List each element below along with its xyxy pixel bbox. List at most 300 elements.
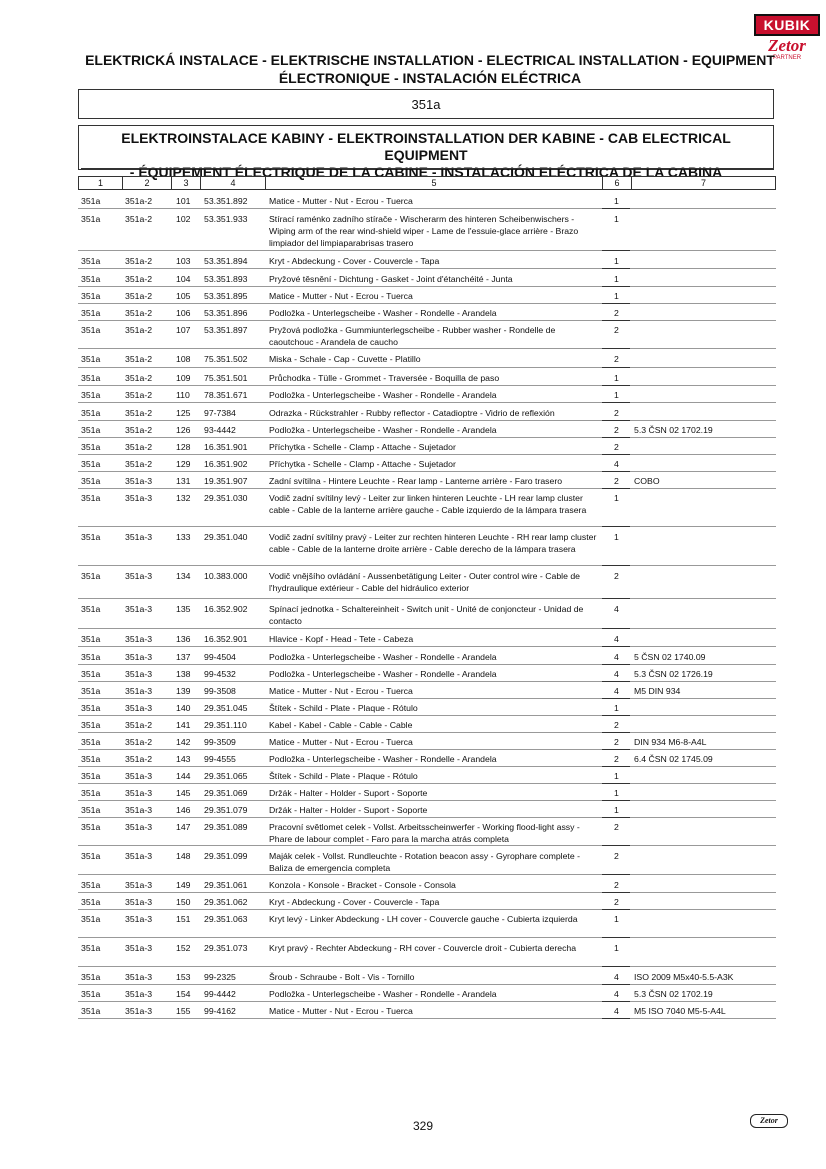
cell-c1: 351a <box>81 880 101 890</box>
cell-c5: Pryžová podložka - Gummiunterlegscheibe - Rubber washer - Rondelle de caoutchouc - Arandela de caucho <box>269 325 556 347</box>
cell-c4: 29.351.040 <box>204 532 248 542</box>
cell-c1: 351a <box>81 634 101 644</box>
cell-c3: 150 <box>176 897 191 907</box>
cell-c7: ISO 2009 M5x40-5.5-A3K <box>634 972 734 982</box>
table-row <box>78 600 776 629</box>
cell-c5: Konzola - Konsole - Bracket - Console - Consola <box>269 880 456 890</box>
cell-c2: 351a-3 <box>125 686 153 696</box>
cell-c5: Štítek - Schild - Plate - Plaque - Rótulo <box>269 771 418 781</box>
cell-c6: 1 <box>614 373 619 383</box>
cell-c2: 351a-2 <box>125 256 153 266</box>
cell-c5: Podložka - Unterlegscheibe - Washer - Rondelle - Arandela <box>269 425 497 435</box>
table-row <box>78 985 776 1002</box>
cell-c3: 129 <box>176 459 191 469</box>
cell-c2: 351a-3 <box>125 476 153 486</box>
cell-c4: 19.351.907 <box>204 476 248 486</box>
group-code: 351a <box>411 97 441 112</box>
cell-c2: 351a-3 <box>125 771 153 781</box>
cell-c1: 351a <box>81 652 101 662</box>
cell-c6: 1 <box>614 390 619 400</box>
cell-c3: 128 <box>176 442 191 452</box>
cell-c6: 1 <box>614 214 619 224</box>
cell-c5: Podložka - Unterlegscheibe - Washer - Rondelle - Arandela <box>269 308 497 318</box>
cell-c4: 53.351.892 <box>204 196 248 206</box>
table-row <box>78 910 776 938</box>
cell-c5: Matice - Mutter - Nut - Ecrou - Tuerca <box>269 291 413 301</box>
cell-c4: 53.351.897 <box>204 325 248 335</box>
qty-underline <box>602 565 630 566</box>
cell-c6: 2 <box>614 737 619 747</box>
table-row <box>78 733 776 750</box>
page-number: 329 <box>412 1119 434 1133</box>
cell-c1: 351a <box>81 256 101 266</box>
table-row <box>78 665 776 682</box>
cell-c3: 152 <box>176 943 191 953</box>
cell-c4: 97-7384 <box>204 408 236 418</box>
cell-c2: 351a-3 <box>125 652 153 662</box>
cell-c1: 351a <box>81 989 101 999</box>
cell-c7: M5 DIN 934 <box>634 686 681 696</box>
cell-c6: 4 <box>614 989 619 999</box>
cell-c6: 1 <box>614 914 619 924</box>
cell-c3: 125 <box>176 408 191 418</box>
cell-c2: 351a-3 <box>125 822 153 832</box>
cell-c4: 93-4442 <box>204 425 236 435</box>
qty-underline <box>602 348 630 349</box>
table-row <box>78 350 776 368</box>
cell-c4: 29.351.079 <box>204 805 248 815</box>
table-row <box>78 818 776 846</box>
cell-c3: 146 <box>176 805 191 815</box>
column-header-row <box>78 176 776 190</box>
table-row <box>78 876 776 893</box>
cell-c2: 351a-3 <box>125 989 153 999</box>
cell-c2: 351a-3 <box>125 851 153 861</box>
cell-c1: 351a <box>81 571 101 581</box>
cell-c6: 1 <box>614 493 619 503</box>
cell-c3: 151 <box>176 914 191 924</box>
cell-c4: 78.351.671 <box>204 390 248 400</box>
table-row <box>78 699 776 716</box>
cell-c6: 4 <box>614 459 619 469</box>
table-row <box>78 630 776 647</box>
cell-c2: 351a-3 <box>125 1006 153 1016</box>
cell-c4: 29.351.065 <box>204 771 248 781</box>
cell-c6: 4 <box>614 604 619 614</box>
table-row <box>78 287 776 304</box>
cell-c4: 53.351.895 <box>204 291 248 301</box>
table-row <box>78 455 776 472</box>
cell-c5: Příchytka - Schelle - Clamp - Attache - Sujetador <box>269 459 456 469</box>
table-row <box>78 210 776 251</box>
cell-c1: 351a <box>81 308 101 318</box>
cell-c6: 4 <box>614 669 619 679</box>
cell-c6: 4 <box>614 1006 619 1016</box>
table-row <box>78 438 776 455</box>
cell-c2: 351a-2 <box>125 274 153 284</box>
cell-c2: 351a-2 <box>125 425 153 435</box>
cell-c2: 351a-2 <box>125 308 153 318</box>
cell-c3: 141 <box>176 720 191 730</box>
qty-underline <box>602 598 630 599</box>
table-row <box>78 567 776 599</box>
cell-c4: 53.351.933 <box>204 214 248 224</box>
cell-c1: 351a <box>81 196 101 206</box>
cell-c2: 351a-3 <box>125 669 153 679</box>
table-row <box>78 682 776 699</box>
cell-c4: 29.351.063 <box>204 914 248 924</box>
cell-c1: 351a <box>81 737 101 747</box>
cell-c4: 16.351.902 <box>204 459 248 469</box>
table-row <box>78 847 776 875</box>
cell-c3: 138 <box>176 669 191 679</box>
table-row <box>78 968 776 985</box>
cell-c2: 351a-2 <box>125 390 153 400</box>
cell-c2: 351a-2 <box>125 196 153 206</box>
cell-c5: Kryt levý - Linker Abdeckung - LH cover - Couvercle gauche - Cubierta izquierda <box>269 914 578 924</box>
footer-zetor-logo: Zetor <box>750 1114 788 1128</box>
cell-c3: 149 <box>176 880 191 890</box>
cell-c4: 99-4442 <box>204 989 236 999</box>
cell-c3: 135 <box>176 604 191 614</box>
section-title-box <box>78 125 774 180</box>
cell-c7: DIN 934 M6-8-A4L <box>634 737 707 747</box>
cell-c3: 155 <box>176 1006 191 1016</box>
column-header-3: 3 <box>172 177 201 189</box>
cell-c5: Podložka - Unterlegscheibe - Washer - Rondelle - Arandela <box>269 754 497 764</box>
cell-c1: 351a <box>81 442 101 452</box>
cell-c6: 2 <box>614 354 619 364</box>
cell-c2: 351a-3 <box>125 493 153 503</box>
cell-c4: 75.351.502 <box>204 354 248 364</box>
cell-c5: Pryžové těsnění - Dichtung - Gasket - Joint d'étanchéité - Junta <box>269 274 513 284</box>
cell-c6: 1 <box>614 805 619 815</box>
table-row <box>78 321 776 349</box>
qty-underline <box>602 874 630 875</box>
qty-underline <box>602 966 630 967</box>
cell-c3: 106 <box>176 308 191 318</box>
kubik-logo-text: KUBIK <box>754 14 820 36</box>
cell-c1: 351a <box>81 354 101 364</box>
cell-c6: 2 <box>614 325 619 335</box>
cell-c1: 351a <box>81 754 101 764</box>
cell-c2: 351a-2 <box>125 754 153 764</box>
cell-c1: 351a <box>81 532 101 542</box>
cell-c5: Kabel - Kabel - Cable - Cable - Cable <box>269 720 413 730</box>
table-row <box>78 369 776 386</box>
table-row <box>78 528 776 566</box>
cell-c5: Držák - Halter - Holder - Suport - Soporte <box>269 788 428 798</box>
cell-c1: 351a <box>81 459 101 469</box>
cell-c6: 2 <box>614 880 619 890</box>
cell-c6: 2 <box>614 308 619 318</box>
cell-c1: 351a <box>81 914 101 924</box>
cell-c3: 102 <box>176 214 191 224</box>
cell-c4: 29.351.030 <box>204 493 248 503</box>
cell-c6: 2 <box>614 442 619 452</box>
cell-c5: Miska - Schale - Cap - Cuvette - Platillo <box>269 354 421 364</box>
cell-c1: 351a <box>81 493 101 503</box>
table-row <box>78 893 776 910</box>
cell-c3: 131 <box>176 476 191 486</box>
cell-c1: 351a <box>81 1006 101 1016</box>
table-row <box>78 1002 776 1019</box>
cell-c7: M5 ISO 7040 M5-5-A4L <box>634 1006 726 1016</box>
cell-c5: Kryt - Abdeckung - Cover - Couvercle - Tapa <box>269 256 440 266</box>
cell-c5: Kryt pravý - Rechter Abdeckung - RH cover - Couvercle droit - Cubierta derecha <box>269 943 577 953</box>
table-row <box>78 421 776 438</box>
cell-c7: 5.3 ČSN 02 1702.19 <box>634 989 713 999</box>
cell-c1: 351a <box>81 604 101 614</box>
cell-c7: 5.3 ČSN 02 1726.19 <box>634 669 713 679</box>
cell-c4: 29.351.045 <box>204 703 248 713</box>
qty-underline <box>602 937 630 938</box>
cell-c5: Průchodka - Tülle - Grommet - Traversée - Boquilla de paso <box>269 373 500 383</box>
cell-c1: 351a <box>81 476 101 486</box>
cell-c3: 108 <box>176 354 191 364</box>
cell-c6: 1 <box>614 771 619 781</box>
cell-c1: 351a <box>81 373 101 383</box>
cell-c6: 2 <box>614 476 619 486</box>
cell-c4: 29.351.099 <box>204 851 248 861</box>
column-header-5: 5 <box>266 177 603 189</box>
table-row <box>78 252 776 269</box>
column-header-7: 7 <box>700 178 706 188</box>
cell-c2: 351a-3 <box>125 604 153 614</box>
cell-c5: Podložka - Unterlegscheibe - Washer - Rondelle - Arandela <box>269 669 497 679</box>
cell-c3: 145 <box>176 788 191 798</box>
cell-c1: 351a <box>81 669 101 679</box>
cell-c3: 109 <box>176 373 191 383</box>
cell-c2: 351a-3 <box>125 805 153 815</box>
cell-c1: 351a <box>81 851 101 861</box>
cell-c6: 4 <box>614 686 619 696</box>
qty-underline <box>602 402 630 403</box>
cell-c3: 110 <box>176 390 190 400</box>
cell-c1: 351a <box>81 897 101 907</box>
cell-c1: 351a <box>81 390 101 400</box>
cell-c3: 140 <box>176 703 191 713</box>
cell-c1: 351a <box>81 972 101 982</box>
cell-c1: 351a <box>81 805 101 815</box>
cell-c2: 351a-3 <box>125 914 153 924</box>
cell-c6: 1 <box>614 291 619 301</box>
page-title-line1: ELEKTRICKÁ INSTALACE - ELEKTRISCHE INSTALLATION - ELECTRICAL INSTALLATION - EQUIPMENT <box>85 52 775 68</box>
cell-c1: 351a <box>81 686 101 696</box>
table-row <box>78 304 776 321</box>
cell-c5: Pracovní světlomet celek - Vollst. Arbeitsscheinwerfer - Working flood-light assy - Phare de labour complet - Faro para la marcha atrás completa <box>269 822 580 844</box>
cell-c5: Odrazka - Rückstrahler - Rubby reflector - Catadioptre - Vidrio de reflexión <box>269 408 555 418</box>
cell-c4: 29.351.061 <box>204 880 248 890</box>
cell-c3: 154 <box>176 989 191 999</box>
cell-c6: 2 <box>614 851 619 861</box>
table-row <box>78 489 776 527</box>
cell-c2: 351a-2 <box>125 214 153 224</box>
qty-underline <box>602 845 630 846</box>
cell-c3: 137 <box>176 652 191 662</box>
table-row <box>78 939 776 967</box>
cell-c5: Kryt - Abdeckung - Cover - Couvercle - Tapa <box>269 897 440 907</box>
table-row <box>78 472 776 489</box>
cell-c5: Vodič vnějšího ovládání - Aussenbetätigung Leiter - Outer control wire - Cable de l'hydraulique extérieur - Cable del hidráulico exterior <box>269 571 580 593</box>
cell-c2: 351a-3 <box>125 703 153 713</box>
cell-c2: 351a-3 <box>125 634 153 644</box>
cell-c1: 351a <box>81 788 101 798</box>
table-row <box>78 270 776 287</box>
cell-c3: 148 <box>176 851 191 861</box>
cell-c5: Matice - Mutter - Nut - Ecrou - Tuerca <box>269 196 413 206</box>
cell-c3: 126 <box>176 425 191 435</box>
cell-c3: 101 <box>176 196 191 206</box>
cell-c2: 351a-2 <box>125 442 153 452</box>
cell-c6: 2 <box>614 425 619 435</box>
cell-c5: Podložka - Unterlegscheibe - Washer - Rondelle - Arandela <box>269 652 497 662</box>
column-header-2: 2 <box>123 177 172 189</box>
cell-c1: 351a <box>81 720 101 730</box>
cell-c3: 147 <box>176 822 191 832</box>
cell-c2: 351a-3 <box>125 880 153 890</box>
cell-c3: 143 <box>176 754 191 764</box>
cell-c2: 351a-2 <box>125 291 153 301</box>
table-row <box>78 192 776 209</box>
cell-c5: Příchytka - Schelle - Clamp - Attache - Sujetador <box>269 442 456 452</box>
cell-c6: 4 <box>614 972 619 982</box>
cell-c2: 351a-3 <box>125 532 153 542</box>
cell-c2: 351a-2 <box>125 325 153 335</box>
cell-c5: Matice - Mutter - Nut - Ecrou - Tuerca <box>269 1006 413 1016</box>
cell-c6: 2 <box>614 754 619 764</box>
cell-c6: 2 <box>614 720 619 730</box>
cell-c4: 53.351.894 <box>204 256 248 266</box>
cell-c2: 351a-2 <box>125 373 153 383</box>
qty-underline <box>602 526 630 527</box>
cell-c4: 29.351.089 <box>204 822 248 832</box>
cell-c5: Maják celek - Vollst. Rundleuchte - Rotation beacon assy - Gyrophare complete - Baliza de emergencia completa <box>269 851 580 873</box>
cell-c7: 5.3 ČSN 02 1702.19 <box>634 425 713 435</box>
cell-c4: 99-3509 <box>204 737 236 747</box>
zetor-logo-text: Zetor <box>768 36 806 55</box>
cell-c6: 2 <box>614 822 619 832</box>
qty-underline <box>602 628 630 629</box>
cell-c4: 16.351.901 <box>204 442 248 452</box>
cell-c6: 2 <box>614 571 619 581</box>
table-row <box>78 648 776 665</box>
cell-c2: 351a-3 <box>125 571 153 581</box>
qty-underline <box>602 208 630 209</box>
cell-c5: Spínací jednotka - Schaltereinheit - Switch unit - Unité de conjoncteur - Unidad de contacto <box>269 604 584 626</box>
cell-c5: Štítek - Schild - Plate - Plaque - Rótulo <box>269 703 418 713</box>
table-row <box>78 404 776 421</box>
cell-c6: 1 <box>614 943 619 953</box>
cell-c1: 351a <box>81 703 101 713</box>
cell-c6: 2 <box>614 897 619 907</box>
cell-c1: 351a <box>81 943 101 953</box>
cell-c3: 132 <box>176 493 191 503</box>
cell-c2: 351a-2 <box>125 459 153 469</box>
group-code-box <box>78 89 774 119</box>
cell-c4: 99-2325 <box>204 972 236 982</box>
cell-c5: Podložka - Unterlegscheibe - Washer - Rondelle - Arandela <box>269 989 497 999</box>
section-title-line1: ELEKTROINSTALACE KABINY - ELEKTROINSTALLATION DER KABINE - CAB ELECTRICAL EQUIPMENT <box>121 130 731 163</box>
cell-c6: 2 <box>614 408 619 418</box>
cell-c2: 351a-2 <box>125 408 153 418</box>
cell-c4: 53.351.893 <box>204 274 248 284</box>
cell-c3: 144 <box>176 771 191 781</box>
qty-underline <box>602 250 630 251</box>
cell-c4: 16.352.902 <box>204 604 248 614</box>
cell-c4: 29.351.073 <box>204 943 248 953</box>
cell-c6: 1 <box>614 788 619 798</box>
table-row <box>78 716 776 733</box>
cell-c3: 142 <box>176 737 191 747</box>
logo-subtext: PARTNER <box>772 55 802 61</box>
cell-c6: 1 <box>614 274 619 284</box>
cell-c4: 99-4532 <box>204 669 236 679</box>
cell-c4: 99-4162 <box>204 1006 236 1016</box>
cell-c3: 107 <box>176 325 191 335</box>
cell-c4: 99-4504 <box>204 652 236 662</box>
cell-c6: 1 <box>614 703 619 713</box>
cell-c5: Držák - Halter - Holder - Suport - Soporte <box>269 805 428 815</box>
cell-c4: 75.351.501 <box>204 373 248 383</box>
cell-c2: 351a-3 <box>125 943 153 953</box>
cell-c6: 1 <box>614 532 619 542</box>
table-row <box>78 750 776 767</box>
cell-c2: 351a-3 <box>125 897 153 907</box>
cell-c1: 351a <box>81 325 101 335</box>
section-title-line2: - ÉQUIPEMENT ÉLECTRIQUE DE LA CABINE - INSTALACIÓN ELÉCTRICA DE LA CABINA <box>129 164 723 180</box>
cell-c3: 134 <box>176 571 191 581</box>
cell-c4: 16.352.901 <box>204 634 248 644</box>
cell-c5: Matice - Mutter - Nut - Ecrou - Tuerca <box>269 737 413 747</box>
cell-c3: 153 <box>176 972 191 982</box>
cell-c5: Vodič zadní svítilny pravý - Leiter zur rechten hinteren Leuchte - RH rear lamp cluster cable - Cable de la lanterne droite arrière - Cable derecho de la lámpara trasera <box>269 532 597 554</box>
table-row <box>78 801 776 818</box>
cell-c6: 1 <box>614 256 619 266</box>
cell-c2: 351a-2 <box>125 354 153 364</box>
cell-c5: Stírací raménko zadního stírače - Wischerarm des hinteren Scheibenwischers - Wiping arm of the rear wind-shield wiper - Lame de l'essuie-glace arrière - Brazo limpiador del limpiaparabrisas trasero <box>269 214 579 248</box>
table-row <box>78 767 776 784</box>
cell-c3: 104 <box>176 274 191 284</box>
cell-c6: 1 <box>614 196 619 206</box>
cell-c6: 4 <box>614 634 619 644</box>
column-header-4: 4 <box>201 177 266 189</box>
cell-c7: 6.4 ČSN 02 1745.09 <box>634 754 713 764</box>
page-title-line2: ÉLECTRONIQUE - INSTALACIÓN ELÉCTRICA <box>278 70 582 86</box>
cell-c1: 351a <box>81 291 101 301</box>
qty-underline <box>602 268 630 269</box>
cell-c5: Vodič zadní svítilny levý - Leiter zur linken hinteren Leuchte - LH rear lamp cluster cable - Cable de la lanterne arrière gauche - Cable izquierdo de la lámpara trasera <box>269 493 587 515</box>
cell-c5: Šroub - Schraube - Bolt - Vis - Tornillo <box>269 972 415 982</box>
cell-c5: Podložka - Unterlegscheibe - Washer - Rondelle - Arandela <box>269 390 497 400</box>
qty-underline <box>602 367 630 368</box>
table-row <box>78 784 776 801</box>
cell-c3: 105 <box>176 291 191 301</box>
cell-c5: Hlavice - Kopf - Head - Tete - Cabeza <box>269 634 414 644</box>
cell-c2: 351a-3 <box>125 972 153 982</box>
qty-underline <box>602 1018 630 1019</box>
cell-c7: COBO <box>634 476 660 486</box>
cell-c3: 133 <box>176 532 191 542</box>
cell-c1: 351a <box>81 822 101 832</box>
cell-c1: 351a <box>81 274 101 284</box>
cell-c4: 99-4555 <box>204 754 236 764</box>
cell-c5: Matice - Mutter - Nut - Ecrou - Tuerca <box>269 686 413 696</box>
cell-c1: 351a <box>81 771 101 781</box>
cell-c4: 29.351.062 <box>204 897 248 907</box>
cell-c7: 5 ČSN 02 1740.09 <box>634 652 706 662</box>
cell-c3: 139 <box>176 686 191 696</box>
